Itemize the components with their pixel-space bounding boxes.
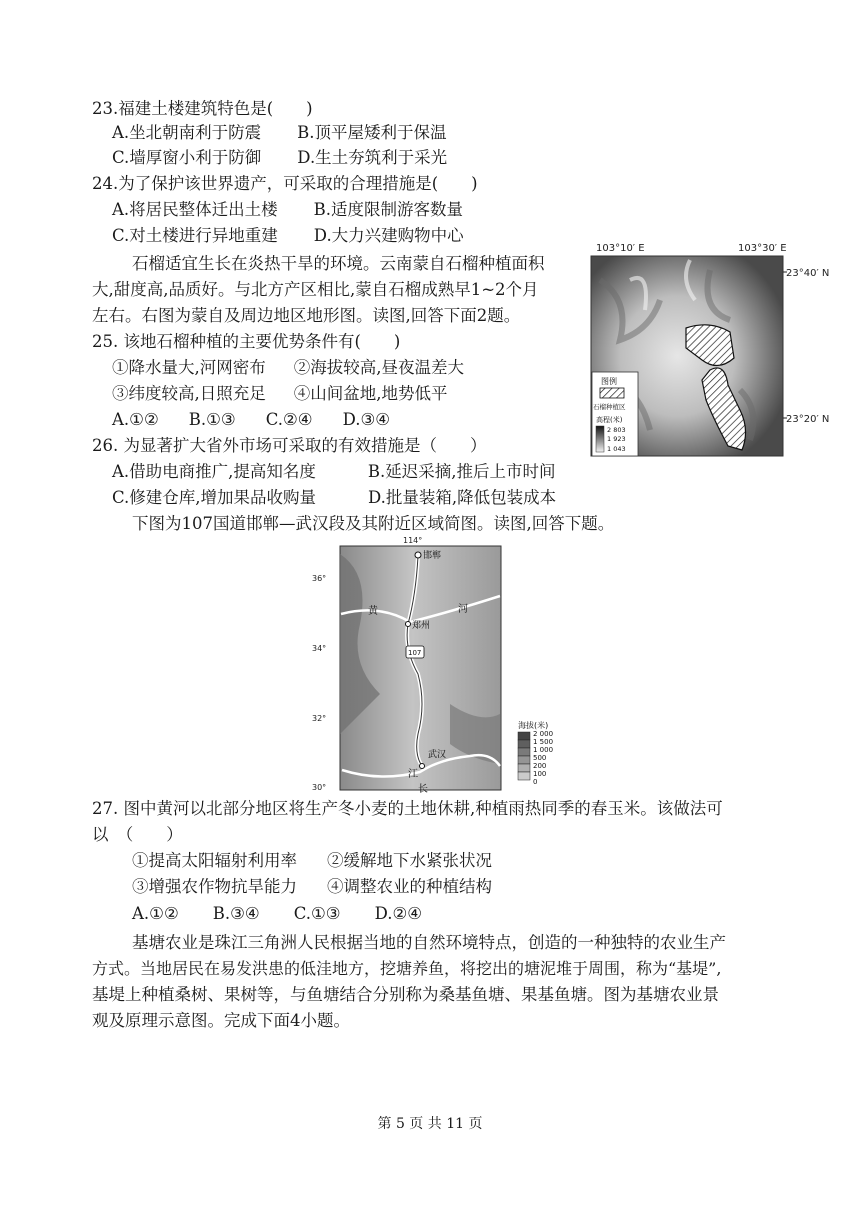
map1-lon-right: 103°30′ E xyxy=(738,243,787,254)
legend-swatch-1500 xyxy=(518,740,530,748)
intro-dike-line2: 方式。当地居民在易发洪患的低洼地方，挖塘养鱼，将挖出的塘泥堆于周围，称为“基堤”, xyxy=(92,959,722,978)
map2-level-0: 0 xyxy=(533,778,538,786)
q27-statement-1: ①提高太阳辐射利用率 xyxy=(132,851,297,870)
map2-he: 河 xyxy=(458,604,468,615)
legend-elevation-bar xyxy=(596,426,604,452)
map2-wuhan: 武汉 xyxy=(428,750,447,760)
q27-stem-line2: 以 （ ） xyxy=(92,825,183,844)
map2-zhengzhou: 郑州 xyxy=(412,621,431,631)
map2-level-500: 500 xyxy=(533,754,547,762)
q23-option-c: C.墙厚窗小利于防御 xyxy=(112,148,262,167)
map2-route: 107 xyxy=(408,649,422,657)
intro-pomegranate-line3: 左右。右图为蒙自及周边地区地形图。读图,回答下面2题。 xyxy=(92,306,521,325)
q23-option-d: D.生土夯筑利于采光 xyxy=(297,148,448,167)
map2-legend xyxy=(518,720,553,786)
q23-option-b: B.顶平屋矮利于保温 xyxy=(297,123,447,142)
map1-lon-left: 103°10′ E xyxy=(596,243,645,254)
legend-swatch-100 xyxy=(518,772,530,780)
map1-legend-elev: 高程(米) xyxy=(596,416,623,424)
page-footer: 第 5 页 共 11 页 xyxy=(377,1116,483,1132)
intro-pomegranate-line1: 石榴适宜生长在炎热干旱的环境。云南蒙自石榴种植面积 xyxy=(132,254,545,273)
route107-map xyxy=(300,534,580,796)
map2-lat36: 36° xyxy=(312,574,327,583)
map2-lat32: 32° xyxy=(312,714,327,723)
q27-stem-line1: 27. 图中黄河以北部分地区将生产冬小麦的土地休耕,种植雨热同季的春玉米。该做法可 xyxy=(92,799,723,818)
q26-option-b: B.延迟采摘,推后上市时间 xyxy=(367,462,556,481)
q26-stem: 26. 为显著扩大省外市场可采取的有效措施是（ ） xyxy=(92,436,487,455)
map2-jiang: 江 xyxy=(408,769,418,780)
map1-elev-high: 2 803 xyxy=(607,426,626,434)
legend-swatch-2000 xyxy=(518,732,530,740)
map2-level-200: 200 xyxy=(533,762,547,770)
handan-marker xyxy=(415,552,421,558)
q25-statements-row1 xyxy=(112,356,464,380)
map2-legend-title: 海拔(米) xyxy=(518,721,549,730)
q27-statements-row2 xyxy=(132,875,492,899)
q26-options-row1 xyxy=(112,460,556,484)
q27-options xyxy=(132,902,422,926)
map2-handan: 邯郸 xyxy=(423,551,442,561)
map1-elev-mid: 1 923 xyxy=(607,435,626,443)
q25-option-a: A.①② xyxy=(112,410,159,429)
map2-chang: 长 xyxy=(418,784,428,795)
legend-swatch-200 xyxy=(518,764,530,772)
map2-lon: 114° xyxy=(403,536,423,545)
mengzi-terrain-map xyxy=(590,240,840,460)
intro-dike-line1: 基塘农业是珠江三角洲人民根据当地的自然环境特点，创造的一种独特的农业生产 xyxy=(132,933,726,952)
zhengzhou-marker xyxy=(406,622,411,627)
q23-option-a: A.坐北朝南利于防震 xyxy=(112,123,262,142)
q24-options-row2 xyxy=(112,224,464,248)
q24-stem: 24.为了保护该世界遗产，可采取的合理措施是( ) xyxy=(92,174,478,193)
q27-statement-2: ②缓解地下水紧张状况 xyxy=(327,851,492,870)
intro-pomegranate-line2: 大,甜度高,品质好。与北方产区相比,蒙自石榴成熟早1~2个月 xyxy=(92,280,539,299)
intro-dike-line4: 观及原理示意图。完成下面4小题。 xyxy=(92,1011,350,1030)
q24-option-b: B.适度限制游客数量 xyxy=(313,200,464,219)
q23-stem: 23.福建土楼建筑特色是( ) xyxy=(92,99,313,118)
q25-statements-row2 xyxy=(112,382,448,406)
q24-option-a: A.将居民整体迁出土楼 xyxy=(112,200,278,219)
q27-option-c: C.①③ xyxy=(293,904,341,923)
map1-legend-title: 图例 xyxy=(601,377,617,386)
map2-level-2000: 2 000 xyxy=(533,730,554,738)
q27-option-b: B.③④ xyxy=(212,904,260,923)
q25-statement-2: ②海拔较高,昼夜温差大 xyxy=(293,358,464,377)
q26-option-c: C.修建仓库,增加果品收购量 xyxy=(112,488,317,507)
map1-elev-low: 1 043 xyxy=(607,445,626,453)
legend-hatch-swatch xyxy=(600,388,624,398)
q23-options-row2 xyxy=(112,146,447,170)
wuhan-marker xyxy=(420,764,425,769)
intro-road: 下图为107国道邯郸—武汉段及其附近区域简图。读图,回答下题。 xyxy=(132,514,615,533)
map2-level-1000: 1 000 xyxy=(533,746,554,754)
q27-statement-3: ③增强农作物抗旱能力 xyxy=(132,877,297,896)
q23-options-row1 xyxy=(112,121,447,145)
q27-statement-4: ④调整农业的种植结构 xyxy=(327,877,492,896)
legend-swatch-500 xyxy=(518,756,530,764)
q25-statement-3: ③纬度较高,日照充足 xyxy=(112,384,266,403)
q26-options-row2 xyxy=(112,486,556,510)
q26-option-a: A.借助电商推广,提高知名度 xyxy=(112,462,316,481)
map1-lat-bottom: 23°20′ N xyxy=(786,414,830,425)
q27-option-a: A.①② xyxy=(132,904,179,923)
q25-statement-4: ④山间盆地,地势低平 xyxy=(293,384,448,403)
q24-option-d: D.大力兴建购物中心 xyxy=(313,226,464,245)
map2-lat34: 34° xyxy=(312,644,327,653)
map2-level-100: 100 xyxy=(533,770,547,778)
q24-options-row1 xyxy=(112,198,463,222)
map2-level-1500: 1 500 xyxy=(533,738,554,746)
map2-huang: 黄 xyxy=(368,606,378,617)
q25-options xyxy=(112,408,390,432)
q27-option-d: D.②④ xyxy=(374,904,423,923)
q27-statements-row1 xyxy=(132,849,492,873)
q25-stem: 25. 该地石榴种植的主要优势条件有( ) xyxy=(92,332,401,351)
q25-option-b: B.①③ xyxy=(188,410,236,429)
legend-swatch-1000 xyxy=(518,748,530,756)
map1-lat-top: 23°40′ N xyxy=(786,268,830,279)
map1-legend xyxy=(592,372,638,456)
intro-dike-line3: 基堤上种植桑树、果树等，与鱼塘结合分别称为桑基鱼塘、果基鱼塘。图为基塘农业景 xyxy=(92,985,719,1004)
map2-lat30: 30° xyxy=(312,783,327,792)
q25-option-d: D.③④ xyxy=(342,410,391,429)
q25-option-c: C.②④ xyxy=(265,410,313,429)
q25-statement-1: ①降水量大,河网密布 xyxy=(112,358,266,377)
q26-option-d: D.批量装箱,降低包装成本 xyxy=(368,488,557,507)
q24-option-c: C.对土楼进行异地重建 xyxy=(112,226,278,245)
map1-legend-area: 石榴种植区 xyxy=(593,403,626,411)
